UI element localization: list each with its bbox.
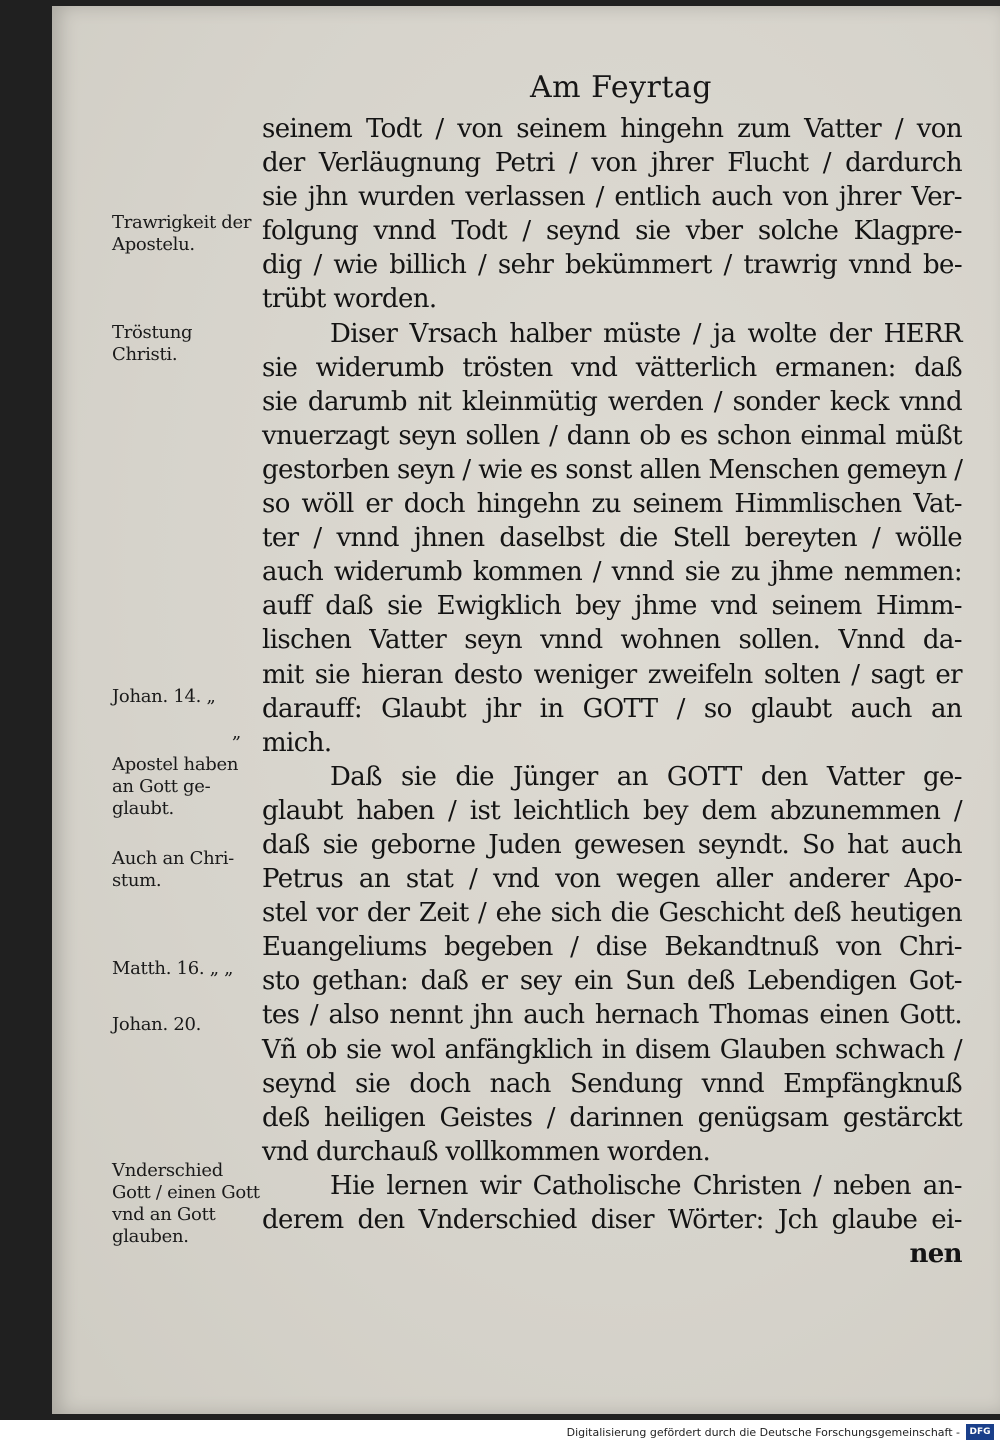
text-line: sie jhn wurden verlassen / entlich auch von jhrer Ver- [262,182,962,213]
text-line: derem den Vnderschied diser Wörter: Jch glaube ei- [262,1205,962,1235]
text-line: glaubt haben / ist leichtlich bey dem abzunemmen / [262,795,962,826]
text-line: deß heiligen Geistes / darinnen genügsam gestärckt [262,1102,962,1133]
text-line: ter / vnnd jhnen daselbst die Stell bereyten / wölle [262,523,962,554]
text-line: mit sie hieran desto weniger zweifeln solten / sagt er [262,659,962,690]
margin-note: Johan. 14. „ [112,686,216,707]
text-line: sie darumb nit kleinmütig werden / sonder keck vnnd [262,386,962,417]
text-line: seinem Todt / von seinem hingehn zum Vatter / von [262,114,962,144]
dfg-logo: DFG [966,1424,994,1440]
margin-note: Apostel haben an Gott ge- glaubt. [112,754,239,819]
text-line: trübt worden. [262,284,437,315]
catchword: nen [909,1239,962,1270]
text-line: vnuerzagt seyn sollen / dann ob es schon einmal müßt [262,420,962,451]
margin-note: Tröstung Christi. [112,322,193,365]
margin-note: Matth. 16. „ „ [112,958,234,979]
text-line: dig / wie billich / sehr bekümmert / trawrig vnnd be- [262,250,962,281]
text-line: darauff: Glaubt jhr in GOTT / so glaubt auch an [262,693,962,724]
text-line: Petrus an stat / vnd von wegen aller anderer Apo- [262,864,962,895]
text-line: Vñ ob sie wol anfängklich in disem Glauben schwach / [262,1034,962,1065]
text-line: so wöll er doch hingehn zu seinem Himmlischen Vat- [262,489,962,520]
text-line: Euangeliums begeben / dise Bekandtnuß von Chri- [262,932,962,963]
text-line: Diser Vrsach halber müste / ja wolte der HERR [330,318,962,349]
text-line: mich. [262,727,332,758]
margin-note: Vnderschied Gott / einen Gott vnd an Gott glauben. [112,1160,260,1247]
text-line: vnd durchauß vollkommen worden. [262,1136,711,1167]
body-text [262,112,962,1271]
text-line: seynd sie doch nach Sendung vnnd Empfängknuß [262,1068,962,1099]
funding-credit: Digitalisierung gefördert durch die Deutsche Forschungsgemeinschaft - [566,1426,960,1439]
text-line: auff daß sie Ewigklich bey jhme vnd seinem Himm- [262,591,962,622]
text-line: lischen Vatter seyn vnnd wohnen sollen. Vnnd da- [262,625,962,656]
page-header: Am Feyrtag [530,70,713,105]
text-line: daß sie geborne Juden gewesen seyndt. So hat auch [262,829,962,860]
margin-note: Auch an Chri- stum. [112,848,234,891]
text-line: stel vor der Zeit / ehe sich die Geschicht deß heutigen [262,898,962,929]
text-line: folgung vnnd Todt / seynd sie vber solche Klagpre- [262,216,962,247]
text-line: sto gethan: daß er sey ein Sun deß Lebendigen Got- [262,966,962,997]
margin-note: Johan. 20. [112,1014,202,1035]
text-line: sie widerumb trösten vnd vätterlich ermanen: daß [262,352,962,383]
text-line: Daß sie die Jünger an GOTT den Vatter ge- [330,761,962,792]
text-line: Hie lernen wir Catholische Christen / neben an- [330,1170,962,1201]
margin-note: „ [232,722,242,743]
text-line: tes / also nennt jhn auch hernach Thomas einen Gott. [262,1000,962,1031]
margin-note: Trawrigkeit der Apostelu. [112,212,252,255]
text-line: gestorben seyn / wie es sonst allen Menschen gemeyn / [262,454,963,485]
text-line: der Verläugnung Petri / von jhrer Flucht / dardurch [262,148,962,179]
footer-bar [0,1420,1000,1448]
text-line: auch widerumb kommen / vnnd sie zu jhme nemmen: [262,557,962,588]
